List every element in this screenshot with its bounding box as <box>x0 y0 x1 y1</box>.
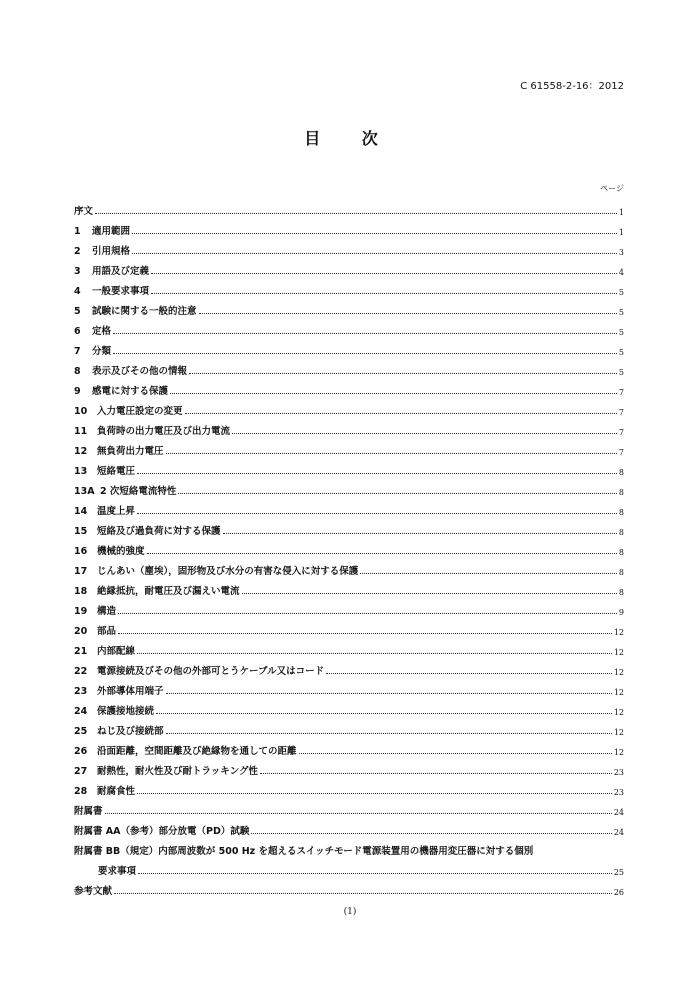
toc-entry[interactable] <box>74 617 624 637</box>
dot-leader <box>138 873 612 874</box>
toc-entry-number: 24 <box>74 706 88 717</box>
toc-entry-label: 2 次短絡電流特性 <box>100 486 177 497</box>
toc-entry[interactable] <box>74 217 624 237</box>
toc-entry-label: 外部導体用端子 <box>97 686 164 697</box>
toc-entry-number: 14 <box>74 506 88 517</box>
dot-leader <box>113 333 617 334</box>
dot-leader <box>166 693 612 694</box>
toc-entry-label: 分類 <box>92 346 112 357</box>
dot-leader <box>223 533 617 534</box>
page-number: (1) <box>343 907 357 917</box>
toc-entry[interactable] <box>74 437 624 457</box>
toc-entry-label: 入力電圧設定の変更 <box>97 406 183 417</box>
toc-entry-page: 24 <box>613 808 624 817</box>
toc-entry[interactable] <box>74 417 624 437</box>
toc-entry-page: 5 <box>618 288 624 297</box>
toc-entry-label: 部品 <box>97 626 117 637</box>
toc-entry-number: 11 <box>74 426 88 437</box>
toc-entry-label: 耐腐食性 <box>97 786 136 797</box>
toc-entry-page: 1 <box>618 208 624 217</box>
toc-entry[interactable] <box>74 797 624 817</box>
toc-entry-page: 7 <box>618 428 624 437</box>
dot-leader <box>132 253 617 254</box>
toc-entry-number: 9 <box>74 386 81 397</box>
dot-leader <box>147 553 617 554</box>
dot-leader <box>170 393 617 394</box>
toc-entry-page: 8 <box>618 548 624 557</box>
toc-entry[interactable] <box>74 277 624 297</box>
dot-leader <box>105 813 612 814</box>
toc-entry-number: 18 <box>74 586 88 597</box>
toc-entry[interactable] <box>74 237 624 257</box>
toc-entry[interactable] <box>74 397 624 417</box>
dot-leader <box>189 373 617 374</box>
toc-entry-label: 保護接地接続 <box>97 706 155 717</box>
toc-entry[interactable] <box>74 257 624 277</box>
toc-entry-label: 構造 <box>97 606 117 617</box>
dot-leader <box>360 573 617 574</box>
toc-entry[interactable] <box>74 577 624 597</box>
dot-leader <box>137 793 612 794</box>
toc-entry[interactable] <box>74 697 624 717</box>
dot-leader <box>137 513 617 514</box>
toc-entry[interactable] <box>74 457 624 477</box>
toc-entry[interactable] <box>74 557 624 577</box>
toc-entry[interactable] <box>74 497 624 517</box>
toc-entry-label: 附属書 <box>74 806 103 817</box>
toc-entry[interactable] <box>74 777 624 797</box>
toc-entry[interactable] <box>74 597 624 617</box>
toc-entry-number: 28 <box>74 786 88 797</box>
toc-entry-page: 12 <box>613 668 624 677</box>
toc-entry-label: 耐熱性，耐火性及び耐トラッキング性 <box>97 766 259 777</box>
toc-entry-label: 短絡及び過負荷に対する保護 <box>97 526 221 537</box>
toc-entry-number: 13 <box>74 466 88 477</box>
dot-leader <box>156 713 612 714</box>
toc-entry[interactable] <box>74 317 624 337</box>
toc-entry[interactable] <box>74 877 624 897</box>
dot-leader <box>118 633 612 634</box>
dot-leader <box>118 613 617 614</box>
toc-entry-label: 附属書 AA（参考）部分放電（PD）試験 <box>74 826 250 837</box>
toc-entry-label: 電源接続及びその他の外部可とうケーブル又はコード <box>97 666 325 677</box>
dot-leader <box>132 233 617 234</box>
toc-entry[interactable] <box>74 197 624 217</box>
toc-entry-page: 8 <box>618 508 624 517</box>
toc-entry-page: 24 <box>613 828 624 837</box>
dot-leader <box>114 893 612 894</box>
toc-entry-annex-bb-cont[interactable] <box>74 857 624 877</box>
toc-entry-label: 負荷時の出力電圧及び出力電流 <box>97 426 231 437</box>
toc-entry-page: 5 <box>618 308 624 317</box>
toc-entry-page: 12 <box>613 708 624 717</box>
page-column-label: ページ <box>600 184 624 193</box>
toc-entry-page: 8 <box>618 468 624 477</box>
toc-entry[interactable] <box>74 817 624 837</box>
toc-entry[interactable] <box>74 757 624 777</box>
toc-entry-page: 7 <box>618 408 624 417</box>
toc-entry-number: 7 <box>74 346 81 357</box>
toc-entry-label: 絶縁抵抗，耐電圧及び漏えい電流 <box>97 586 240 597</box>
toc-entry-label: じんあい（塵埃），固形物及び水分の有害な侵入に対する保護 <box>97 566 359 577</box>
toc-entry-page: 23 <box>613 788 624 797</box>
toc-entry-number: 8 <box>74 366 81 377</box>
dot-leader <box>178 493 616 494</box>
toc-entry-label: 試験に関する一般的注意 <box>92 306 197 317</box>
toc-entry-page: 23 <box>613 768 624 777</box>
toc-entry[interactable] <box>74 517 624 537</box>
toc-entry-number: 2 <box>74 246 81 257</box>
toc-entry-page: 12 <box>613 688 624 697</box>
toc-entry-page: 3 <box>618 248 624 257</box>
toc-entry-label: 一般要求事項 <box>92 286 150 297</box>
dot-leader <box>113 353 617 354</box>
toc-entry[interactable] <box>74 717 624 737</box>
toc-entry-label: 定格 <box>92 326 112 337</box>
toc-entry-label: ねじ及び接続部 <box>97 726 164 737</box>
dot-leader <box>326 673 612 674</box>
dot-leader <box>232 433 617 434</box>
toc-entry-number: 25 <box>74 726 88 737</box>
toc-entry-page: 8 <box>618 568 624 577</box>
dot-leader <box>137 473 617 474</box>
toc-entry-label: 沿面距離，空間距離及び絶縁物を通しての距離 <box>97 746 297 757</box>
toc-entry[interactable] <box>74 677 624 697</box>
dot-leader <box>151 293 617 294</box>
toc-entry-page: 1 <box>618 228 624 237</box>
dot-leader <box>199 313 617 314</box>
toc-entry-page: 4 <box>618 268 624 277</box>
toc-entry-label: 序文 <box>74 206 94 217</box>
toc-entry-page: 5 <box>618 368 624 377</box>
toc-entry-number: 5 <box>74 306 81 317</box>
dot-leader <box>251 833 611 834</box>
toc-entry-number: 4 <box>74 286 81 297</box>
toc-entry-label: 附属書 BB（規定）内部周波数が 500 Hz を超えるスイッチモード電源装置用の機器用変圧器に対する個別 <box>74 846 534 857</box>
dot-leader <box>299 753 612 754</box>
dot-leader <box>95 213 617 214</box>
toc-entry-page: 8 <box>618 488 624 497</box>
toc-entry[interactable] <box>74 537 624 557</box>
toc-entry-number: 20 <box>74 626 88 637</box>
toc-entry-page: 8 <box>618 588 624 597</box>
toc-entry-label: 温度上昇 <box>97 506 136 517</box>
toc-entry-label: 表示及びその他の情報 <box>92 366 188 377</box>
toc-entry-label: 短絡電圧 <box>97 466 136 477</box>
toc-entry-label: 要求事項 <box>98 866 137 877</box>
toc-entry-annex-bb[interactable] <box>74 837 624 857</box>
toc-entry-page: 25 <box>613 868 624 877</box>
toc-entry[interactable] <box>74 477 624 497</box>
toc-entry-number: 21 <box>74 646 88 657</box>
toc-entry-page: 12 <box>613 748 624 757</box>
toc-entry-page: 5 <box>618 328 624 337</box>
toc-entry-number: 27 <box>74 766 88 777</box>
toc-entry-number: 19 <box>74 606 88 617</box>
toc-entry[interactable] <box>74 657 624 677</box>
toc-entry-number: 22 <box>74 666 88 677</box>
toc-entry-number: 26 <box>74 746 88 757</box>
toc-entry-page: 7 <box>618 448 624 457</box>
toc-entry-number: 10 <box>74 406 88 417</box>
toc-entry-page: 9 <box>618 608 624 617</box>
toc-entry-number: 3 <box>74 266 81 277</box>
dot-leader <box>166 733 612 734</box>
toc-entry-label: 内部配線 <box>97 646 136 657</box>
toc-entry-label: 感電に対する保護 <box>92 386 169 397</box>
page-title: 目 次 <box>304 129 396 148</box>
dot-leader <box>151 273 617 274</box>
table-of-contents <box>74 197 624 897</box>
toc-entry-number: 6 <box>74 326 81 337</box>
toc-entry-page: 8 <box>618 528 624 537</box>
toc-entry-page: 12 <box>613 648 624 657</box>
dot-leader <box>185 413 617 414</box>
toc-entry[interactable] <box>74 637 624 657</box>
toc-entry[interactable] <box>74 297 624 317</box>
dot-leader <box>137 653 612 654</box>
toc-entry-page: 12 <box>613 728 624 737</box>
toc-entry-number: 17 <box>74 566 88 577</box>
standard-number: C 61558-2-16：2012 <box>520 81 624 92</box>
toc-entry-number: 12 <box>74 446 88 457</box>
toc-entry-number: 15 <box>74 526 88 537</box>
toc-entry-number: 13A <box>74 486 95 497</box>
toc-entry-number: 23 <box>74 686 88 697</box>
dot-leader <box>242 593 617 594</box>
toc-entry[interactable] <box>74 377 624 397</box>
toc-entry-page: 12 <box>613 628 624 637</box>
toc-entry-page: 7 <box>618 388 624 397</box>
toc-entry-number: 1 <box>74 226 81 237</box>
toc-entry-label: 適用範囲 <box>92 226 131 237</box>
toc-entry[interactable] <box>74 357 624 377</box>
toc-entry-page: 5 <box>618 348 624 357</box>
toc-entry-label: 引用規格 <box>92 246 131 257</box>
toc-entry-label: 機械的強度 <box>97 546 145 557</box>
toc-entry-label: 用語及び定義 <box>92 266 150 277</box>
toc-entry[interactable] <box>74 337 624 357</box>
toc-entry-label: 無負荷出力電圧 <box>97 446 164 457</box>
toc-entry-label: 参考文献 <box>74 886 113 897</box>
toc-entry[interactable] <box>74 737 624 757</box>
dot-leader <box>166 453 617 454</box>
toc-entry-page: 26 <box>613 888 624 897</box>
dot-leader <box>260 773 612 774</box>
toc-entry-number: 16 <box>74 546 88 557</box>
